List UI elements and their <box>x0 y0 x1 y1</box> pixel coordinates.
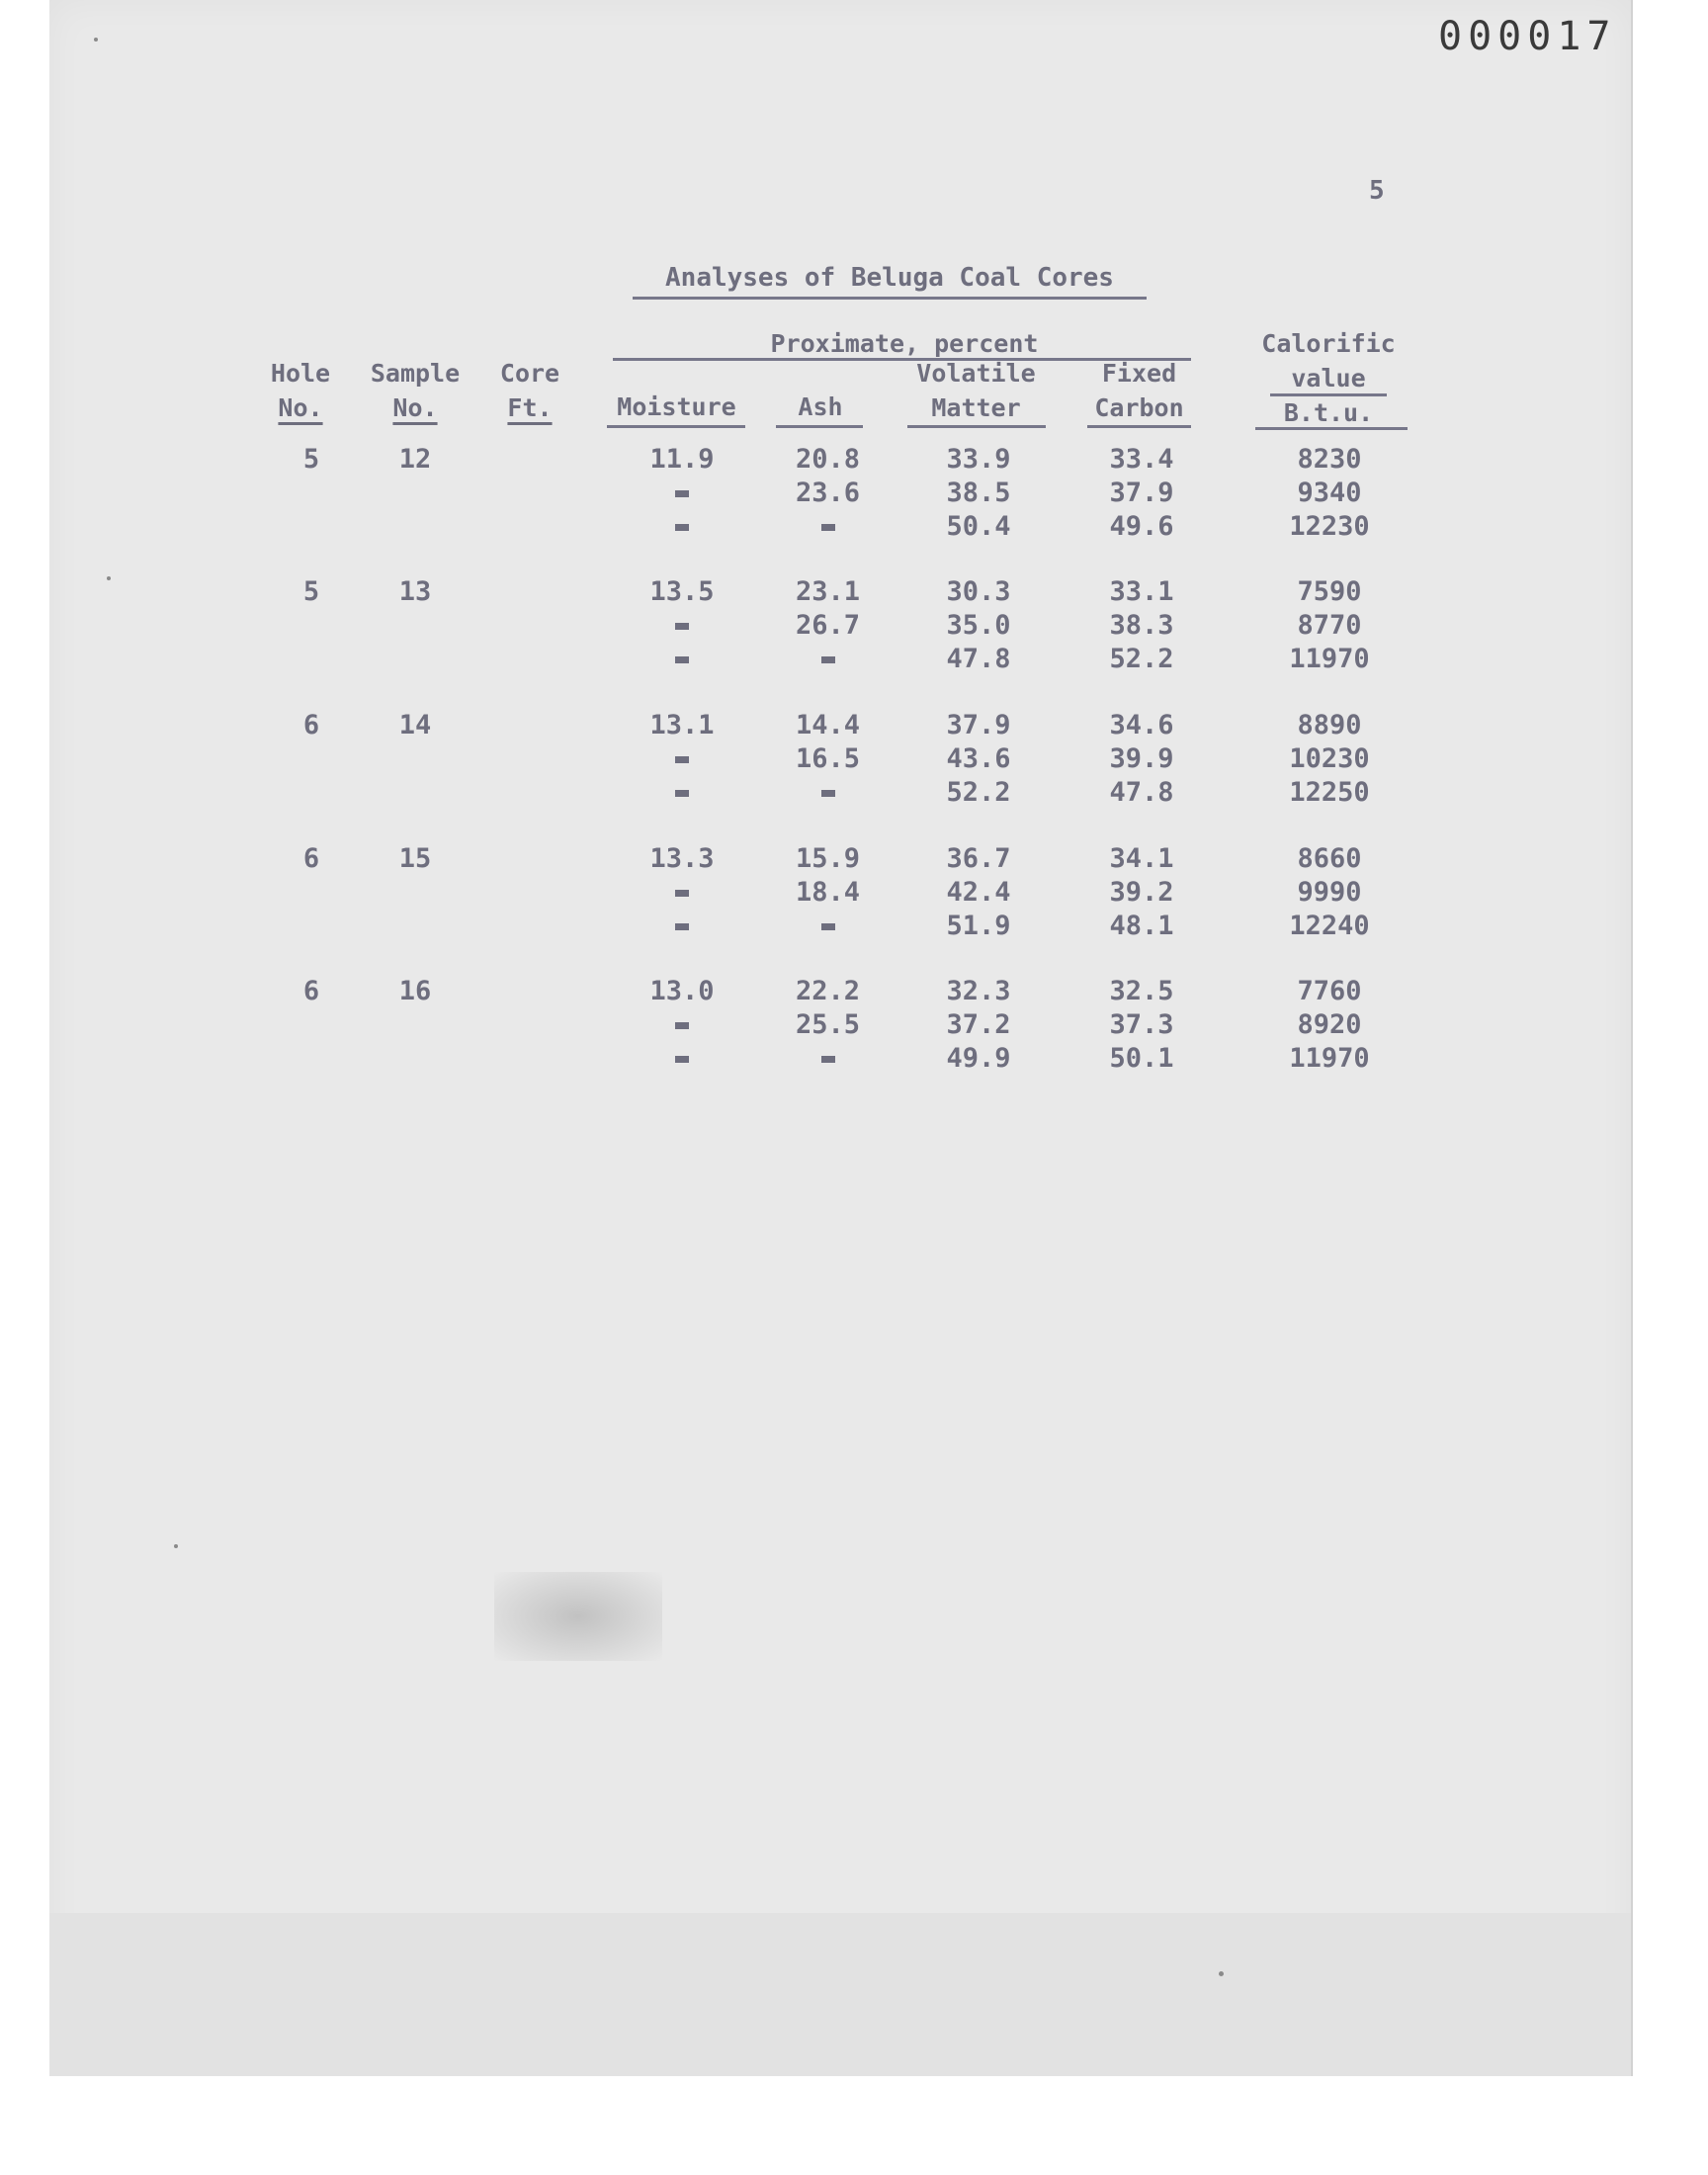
btu-cell: 8890 <box>1297 710 1362 740</box>
moisture-cell: 13.3 <box>649 843 715 874</box>
header-sample: Sample No. <box>370 359 461 422</box>
scan-speck <box>1219 1971 1224 1976</box>
fixed-cell: 32.5 <box>1109 976 1174 1006</box>
sample-cell: 12 <box>398 444 432 475</box>
moisture-dash <box>675 1022 689 1029</box>
hole-cell: 6 <box>302 710 320 740</box>
scan-speck <box>174 1544 178 1548</box>
ash-dash <box>821 790 835 797</box>
btu-cell: 10230 <box>1289 743 1370 774</box>
volatile-cell: 30.3 <box>946 576 1011 607</box>
volatile-cell: 32.3 <box>946 976 1011 1006</box>
btu-cell: 11970 <box>1289 1043 1370 1074</box>
fixed-cell: 48.1 <box>1109 911 1174 941</box>
volatile-cell: 33.9 <box>946 444 1011 475</box>
fixed-cell: 39.9 <box>1109 743 1174 774</box>
volatile-cell: 50.4 <box>946 511 1011 542</box>
hole-cell: 5 <box>302 576 320 607</box>
hole-cell: 5 <box>302 444 320 475</box>
btu-cell: 8660 <box>1297 843 1362 874</box>
fixed-cell: 47.8 <box>1109 777 1174 808</box>
ash-cell: 16.5 <box>795 743 861 774</box>
moisture-dash <box>675 790 689 797</box>
ash-dash <box>821 923 835 930</box>
moisture-dash <box>675 890 689 897</box>
btu-cell: 8920 <box>1297 1009 1362 1040</box>
moisture-dash <box>675 524 689 531</box>
moisture-dash <box>675 490 689 497</box>
moisture-rule <box>607 425 745 428</box>
moisture-dash <box>675 756 689 763</box>
calorific-rule <box>1255 427 1408 430</box>
header-core: Core Ft. <box>499 359 560 422</box>
document-number: 000017 <box>1438 14 1617 59</box>
moisture-cell: 13.5 <box>649 576 715 607</box>
moisture-cell: 13.0 <box>649 976 715 1006</box>
fixed-cell: 37.9 <box>1109 478 1174 508</box>
volatile-cell: 36.7 <box>946 843 1011 874</box>
moisture-dash <box>675 923 689 930</box>
fixed-cell: 37.3 <box>1109 1009 1174 1040</box>
volatile-cell: 49.9 <box>946 1043 1011 1074</box>
moisture-cell: 13.1 <box>649 710 715 740</box>
btu-cell: 7590 <box>1297 576 1362 607</box>
volatile-cell: 51.9 <box>946 911 1011 941</box>
btu-cell: 9340 <box>1297 478 1362 508</box>
ash-cell: 15.9 <box>795 843 861 874</box>
sample-cell: 16 <box>398 976 432 1006</box>
ash-cell: 23.6 <box>795 478 861 508</box>
btu-cell: 7760 <box>1297 976 1362 1006</box>
btu-cell: 9990 <box>1297 877 1362 908</box>
hole-cell: 6 <box>302 843 320 874</box>
fixed-cell: 38.3 <box>1109 610 1174 641</box>
ash-dash <box>821 656 835 663</box>
ash-cell: 26.7 <box>795 610 861 641</box>
header-hole: Hole No. <box>270 359 331 422</box>
btu-cell: 12240 <box>1289 911 1370 941</box>
ash-cell: 25.5 <box>795 1009 861 1040</box>
fixed-cell: 34.1 <box>1109 843 1174 874</box>
moisture-dash <box>675 623 689 630</box>
header-calorific: Calorific value B.t.u. <box>1261 329 1396 427</box>
moisture-cell: 11.9 <box>649 444 715 475</box>
volatile-cell: 42.4 <box>946 877 1011 908</box>
volatile-cell: 35.0 <box>946 610 1011 641</box>
header-volatile: Volatile Matter <box>916 359 1036 422</box>
moisture-dash <box>675 1056 689 1063</box>
fixed-cell: 34.6 <box>1109 710 1174 740</box>
scan-smudge <box>494 1572 662 1661</box>
volatile-cell: 37.2 <box>946 1009 1011 1040</box>
ash-cell: 20.8 <box>795 444 861 475</box>
volatile-cell: 52.2 <box>946 777 1011 808</box>
fixed-cell: 33.1 <box>1109 576 1174 607</box>
volatile-cell: 47.8 <box>946 644 1011 674</box>
table-title: Analyses of Beluga Coal Cores <box>633 263 1147 300</box>
header-proximate: Proximate, percent <box>770 329 1039 358</box>
fixed-rule <box>1087 425 1191 428</box>
volatile-rule <box>907 425 1046 428</box>
btu-cell: 11970 <box>1289 644 1370 674</box>
fixed-cell: 33.4 <box>1109 444 1174 475</box>
fixed-cell: 39.2 <box>1109 877 1174 908</box>
page-bottom-shadow <box>49 1913 1631 2076</box>
ash-dash <box>821 1056 835 1063</box>
sample-cell: 13 <box>398 576 432 607</box>
calorific-mid-rule <box>1270 393 1387 396</box>
btu-cell: 12230 <box>1289 511 1370 542</box>
btu-cell: 8770 <box>1297 610 1362 641</box>
ash-cell: 23.1 <box>795 576 861 607</box>
btu-cell: 8230 <box>1297 444 1362 475</box>
ash-cell: 22.2 <box>795 976 861 1006</box>
header-moisture: Moisture <box>617 392 736 421</box>
sample-cell: 15 <box>398 843 432 874</box>
ash-dash <box>821 524 835 531</box>
hole-cell: 6 <box>302 976 320 1006</box>
fixed-cell: 52.2 <box>1109 644 1174 674</box>
moisture-dash <box>675 656 689 663</box>
fixed-cell: 49.6 <box>1109 511 1174 542</box>
scan-speck <box>94 38 98 42</box>
btu-cell: 12250 <box>1289 777 1370 808</box>
volatile-cell: 37.9 <box>946 710 1011 740</box>
header-fixed: Fixed Carbon <box>1094 359 1184 422</box>
ash-cell: 14.4 <box>795 710 861 740</box>
volatile-cell: 43.6 <box>946 743 1011 774</box>
fixed-cell: 50.1 <box>1109 1043 1174 1074</box>
volatile-cell: 38.5 <box>946 478 1011 508</box>
ash-cell: 18.4 <box>795 877 861 908</box>
ash-rule <box>776 425 863 428</box>
page-number: 5 <box>1369 176 1385 206</box>
sample-cell: 14 <box>398 710 432 740</box>
header-ash: Ash <box>798 392 843 421</box>
scan-speck <box>107 576 111 580</box>
